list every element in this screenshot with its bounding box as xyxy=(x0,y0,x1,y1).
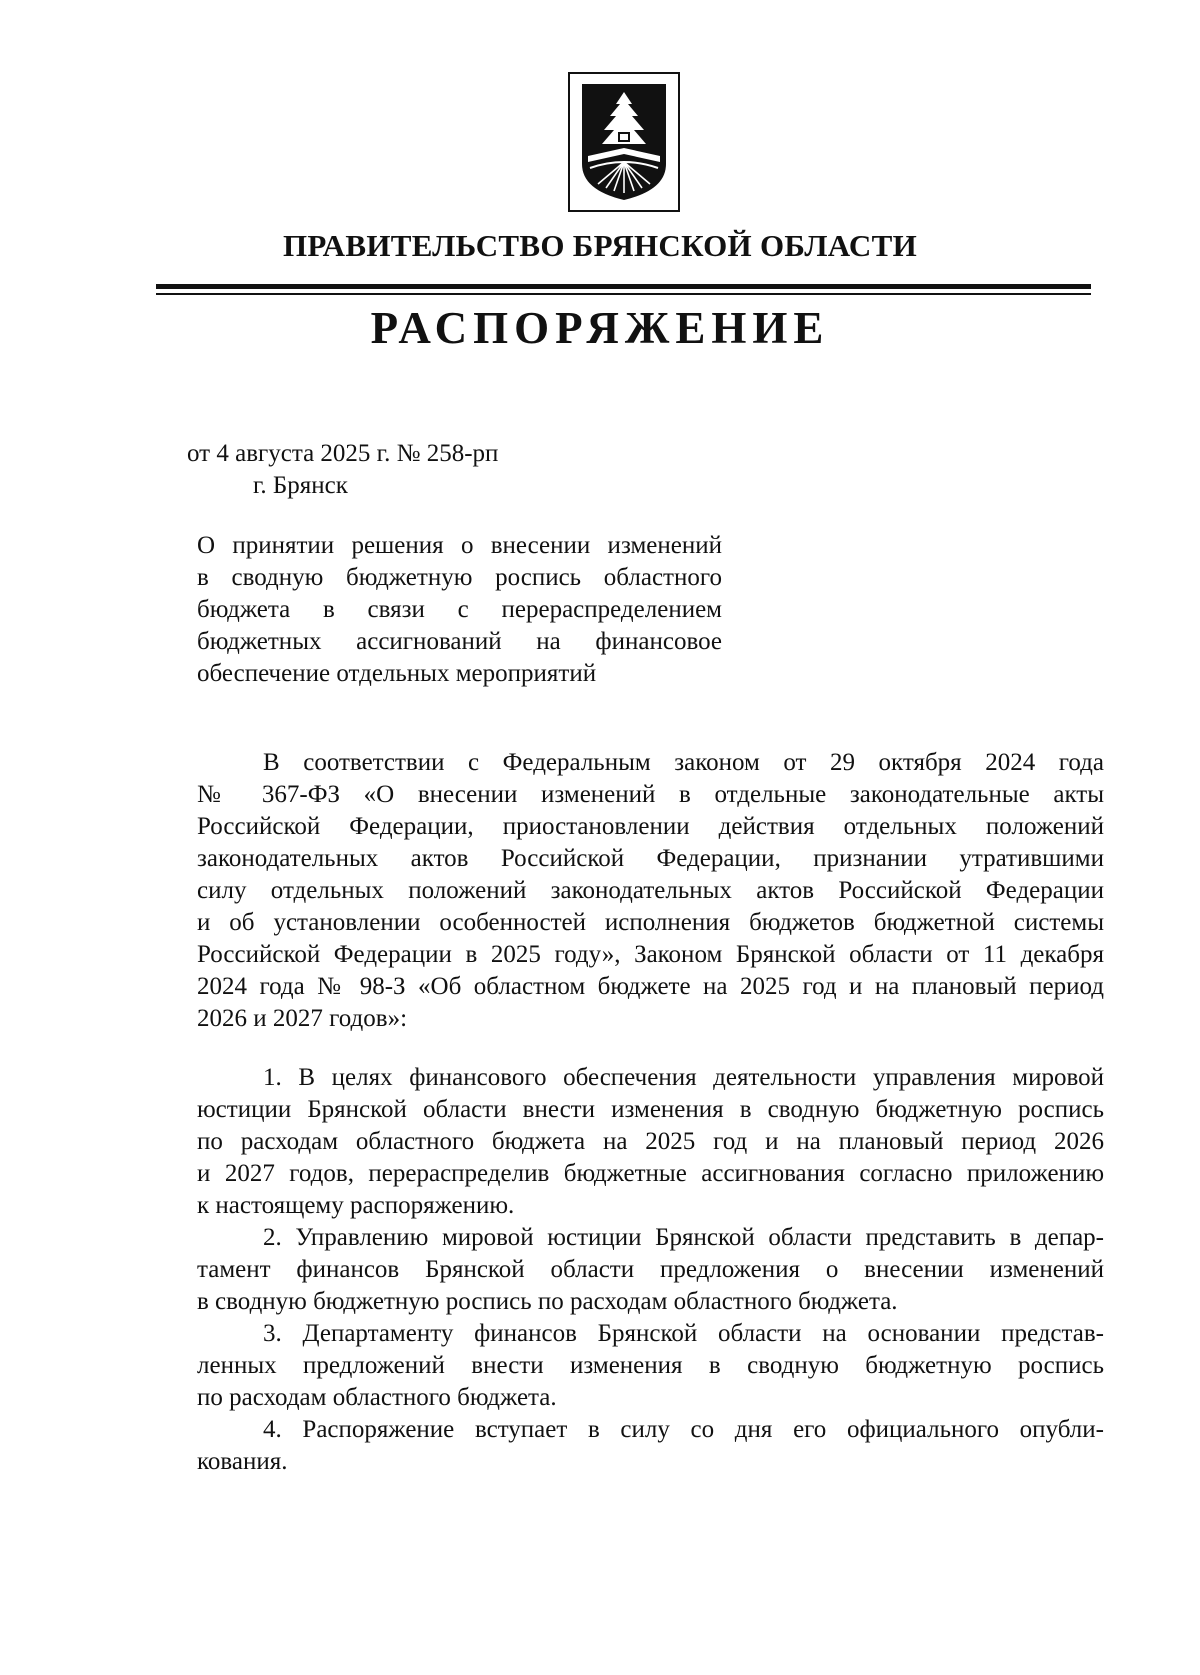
document-subject xyxy=(197,530,722,690)
paragraph-line: тамент финансов Брянской области предложения о внесении изменений xyxy=(197,1256,1104,1283)
subject-line: бюджета в связи с перераспределением xyxy=(197,596,722,623)
preamble-paragraph xyxy=(197,747,1104,1035)
paragraph-line: 3. Департаменту финансов Брянской области на основании представ- xyxy=(263,1320,1104,1347)
document-date-number: от 4 августа 2025 г. № 258-рп xyxy=(187,440,499,467)
government-title: ПРАВИТЕЛЬСТВО БРЯНСКОЙ ОБЛАСТИ xyxy=(282,228,918,263)
paragraph-line: юстиции Брянской области внести изменения в сводную бюджетную роспись xyxy=(197,1096,1104,1123)
subject-line: О принятии решения о внесении изменений xyxy=(197,532,722,559)
paragraph-line: Российской Федерации в 2025 году», Законом Брянской области от 11 декабря xyxy=(197,941,1104,968)
paragraph-line: в сводную бюджетную роспись по расходам областного бюджета. xyxy=(197,1288,898,1315)
paragraph-line: по расходам областного бюджета на 2025 год и на плановый период 2026 xyxy=(197,1128,1104,1155)
subject-line: бюджетных ассигнований на финансовое xyxy=(197,628,722,655)
item-3-paragraph xyxy=(197,1318,1104,1414)
paragraph-line: и 2027 годов, перераспределив бюджетные ассигнования согласно приложению xyxy=(197,1160,1104,1187)
paragraph-line: В соответствии с Федеральным законом от 29 октября 2024 года xyxy=(263,749,1104,776)
paragraph-line: по расходам областного бюджета. xyxy=(197,1384,557,1411)
item-2-paragraph xyxy=(197,1222,1104,1318)
item-1-paragraph xyxy=(197,1062,1104,1222)
paragraph-line: 2024 года № 98-З «Об областном бюджете на 2025 год и на плановый период xyxy=(197,973,1104,1000)
paragraph-line: Российской Федерации, приостановлении действия отдельных положений xyxy=(197,813,1104,840)
header-divider-thick xyxy=(156,284,1091,289)
document-city: г. Брянск xyxy=(253,472,348,499)
paragraph-line: кования. xyxy=(197,1448,288,1475)
paragraph-line: силу отдельных положений законодательных актов Российской Федерации xyxy=(197,877,1104,904)
document-type-title: РАСПОРЯЖЕНИЕ xyxy=(370,303,830,353)
paragraph-line: 2026 и 2027 годов»: xyxy=(197,1005,408,1032)
header-divider-thin xyxy=(156,293,1091,295)
paragraph-line: законодательных актов Российской Федерации, признании утратившими xyxy=(197,845,1104,872)
paragraph-line: 2. Управлению мировой юстиции Брянской области представить в депар- xyxy=(263,1224,1104,1251)
bryansk-coat-of-arms-icon xyxy=(568,72,680,212)
paragraph-line: и об установлении особенностей исполнения бюджетов бюджетной системы xyxy=(197,909,1104,936)
paragraph-line: к настоящему распоряжению. xyxy=(197,1192,515,1219)
subject-line: обеспечение отдельных мероприятий xyxy=(197,660,597,687)
paragraph-line: 1. В целях финансового обеспечения деятельности управления мировой xyxy=(263,1064,1104,1091)
paragraph-line: 4. Распоряжение вступает в силу со дня его официального опубли- xyxy=(263,1416,1104,1443)
subject-line: в сводную бюджетную роспись областного xyxy=(197,564,722,591)
paragraph-line: ленных предложений внести изменения в сводную бюджетную роспись xyxy=(197,1352,1104,1379)
paragraph-line: № 367-ФЗ «О внесении изменений в отдельные законодательные акты xyxy=(197,781,1104,808)
item-4-paragraph xyxy=(197,1414,1104,1478)
